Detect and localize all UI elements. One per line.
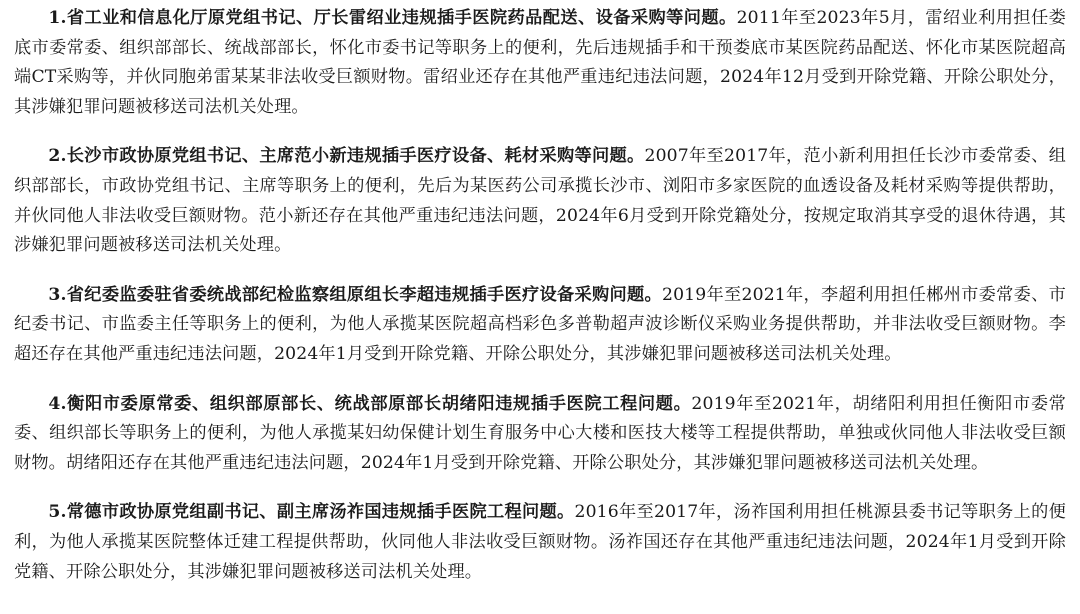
case-paragraph-3 [14, 281, 1066, 370]
case-heading-2: 2.长沙市政协原党组书记、主席范小新违规插手医疗设备、耗材采购等问题。 [48, 146, 645, 167]
case-text-4: 2019年至2021年，胡绪阳利用担任衡阳市委常委、组织部长等职务上的便利，为他人承揽某妇幼保健计划生育服务中心大楼和医技大楼等工程提供帮助，单独或伙同他人非法收受巨额财物。胡绪阳还存在其他严重违纪违法问题，2024年1月受到开除党籍、开除公职处分，其涉嫌犯罪问题被移送司法机关处理。 [14, 393, 1066, 473]
case-text-5: 2016年至2017年，汤祚国利用担任桃源县委书记等职务上的便利，为他人承揽某医院整体迁建工程提供帮助，伙同他人非法收受巨额财物。汤祚国还存在其他严重违纪违法问题，2024年1月受到开除党籍、开除公职处分，其涉嫌犯罪问题被移送司法机关处理。 [14, 502, 1066, 582]
case-heading-4: 4.衡阳市委原常委、组织部原部长、统战部原部长胡绪阳违规插手医院工程问题。 [48, 393, 692, 414]
case-heading-1: 1.省工业和信息化厅原党组书记、厅长雷绍业违规插手医院药品配送、设备采购等问题。 [48, 8, 737, 28]
case-paragraph-1 [14, 4, 1066, 122]
case-heading-3: 3.省纪委监委驻省委统战部纪检监察组原组长李超违规插手医疗设备采购问题。 [48, 284, 663, 305]
case-paragraph-5 [14, 498, 1066, 587]
case-heading-5: 5.常德市政协原党组副书记、副主席汤祚国违规插手医院工程问题。 [48, 502, 575, 523]
case-paragraph-2 [14, 142, 1066, 260]
case-text-2: 2007年至2017年，范小新利用担任长沙市委常委、组织部部长，市政协党组书记、主席等职务上的便利，先后为某医药公司承揽长沙市、浏阳市多家医院的血透设备及耗材采购等提供帮助，并伙同他人非法收受巨额财物。范小新还存在其他严重违纪违法问题，2024年6月受到开除党籍处分，按规定取消其享受的退休待遇，其涉嫌犯罪问题被移送司法机关处理。 [14, 146, 1066, 256]
case-paragraph-4 [14, 390, 1066, 479]
case-text-1: 2011年至2023年5月，雷绍业利用担任娄底市委常委、组织部部长、统战部部长，怀化市委书记等职务上的便利，先后违规插手和干预娄底市某医院药品配送、怀化市某医院超高端CT采购等，并伙同胞弟雷某某非法收受巨额财物。雷绍业还存在其他严重违纪违法问题，2024年12月受到开除党籍、开除公职处分，其涉嫌犯罪问题被移送司法机关处理。 [14, 8, 1067, 117]
case-text-3: 2019年至2021年，李超利用担任郴州市委常委、市纪委书记、市监委主任等职务上的便利，为他人承揽某医院超高档彩色多普勒超声波诊断仪采购业务提供帮助，并非法收受巨额财物。李超还存在其他严重违纪违法问题，2024年1月受到开除党籍、开除公职处分，其涉嫌犯罪问题被移送司法机关处理。 [14, 284, 1066, 364]
